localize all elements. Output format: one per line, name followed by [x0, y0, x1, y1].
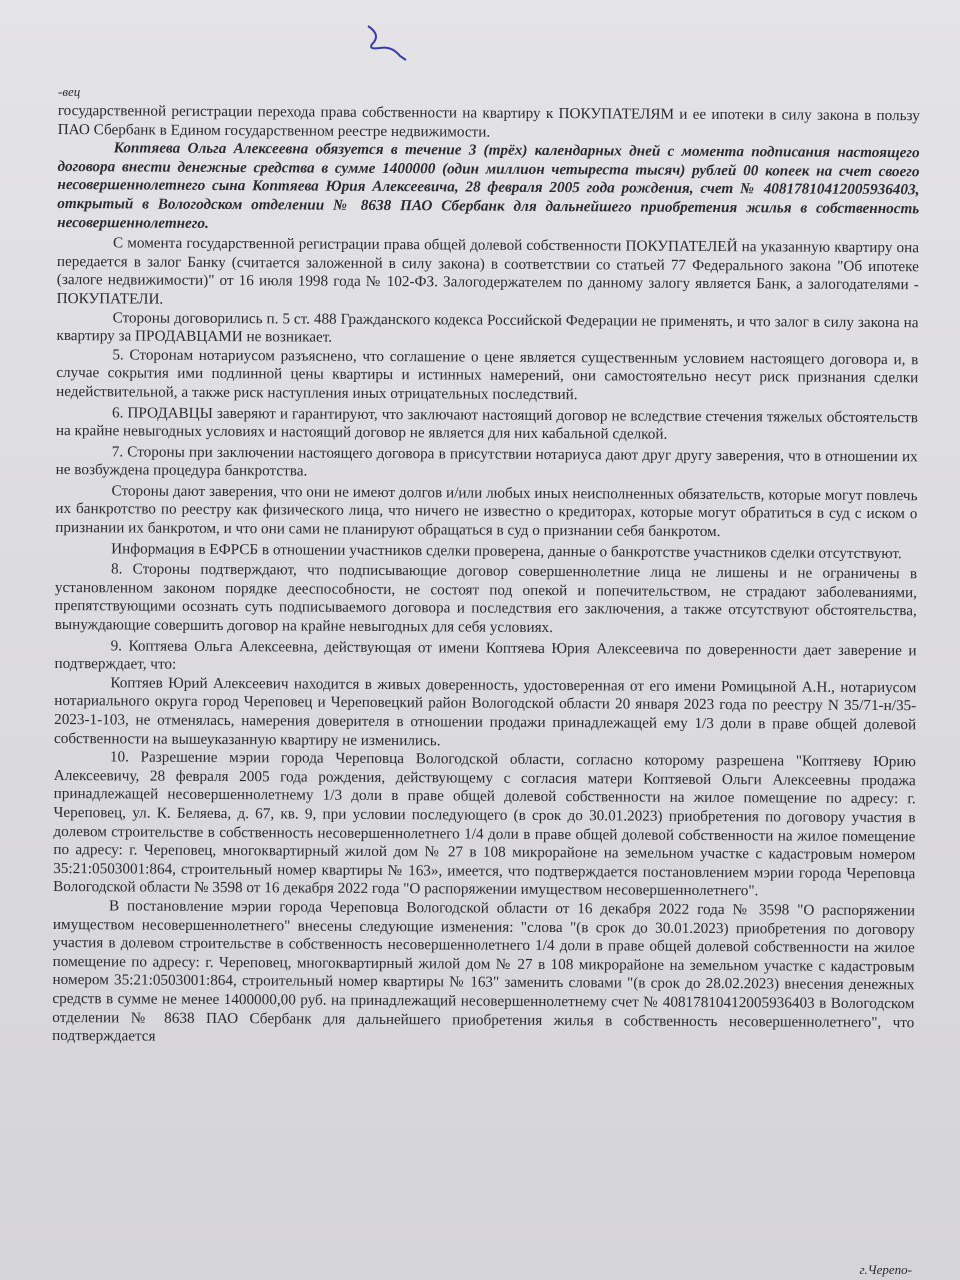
paragraph-10: 10. Разрешение мэрии города Череповца Вологодской области, согласно которому разрешена "Коптяеву Юрию Алексеевичу, 28 февраля 2005 года рождения, действующему с согласия матери Коптяевой Ольги Алексеевны продажа принадлежащей несовершеннолетнему 1/3 доли в праве общей долевой собственности на жилое помещение по адресу: г. Череповец, ул. К. Беляева, д. 67, кв. 9, при условии последующего (в срок до 30.01.2023) приобретения по договору участия в долевом строительстве в собственность несовершеннолетнего 1/4 доли в праве общей долевой собственности на жилое помещение по адресу: г. Череповец, многоквартирный жилой дом № 27 в 108 микрорайоне на земельном участке с кадастровым номером 35:21:0503001:864, строительный номер квартиры № 163», имеется, что подтверждается постановлением мэрии города Череповца Вологодской области № 3598 от 16 декабря 2022 года "О распоряжении имуществом несовершеннолетнего".: [53, 748, 916, 900]
paragraph-5: 5. Сторонам нотариусом разъяснено, что соглашение о цене является существенным условием настоящего договора и, в случае сокрытия ими подлинной цены квартиры и истинных намерений, они самостоятельно несут риск признания сделки недействительной, а также риск наступления иных отрицательных последствий.: [56, 346, 919, 404]
paragraph: Стороны дают заверения, что они не имеют долгов и/или любых иных неисполненных обязательств, которые могут повлечь их банкротство по реестру как физического лица, что ничего не известно о кредиторах, которые могут обратиться в суд с иском о признании их банкротом, и что они сами не планируют обращаться в суд о признании себя банкротом.: [55, 482, 918, 541]
paragraph-obligation: Коптяева Ольга Алексеевна обязуется в течение 3 (трёх) календарных дней с момента подписания настоящего договора внести денежные средства в сумме 1400000 (один миллион четыреста тысяч) рублей 00 копеек на счет своего несовершеннолетнего сына Коптяева Юрия Алексеевича, 28 февраля 2005 года рождения, счет № 40817810412005936403, открытый в Вологодском отделении № 8638 ПАО Сбербанк для дальнейшего приобретения жилья в собственность несовершеннолетнего.: [57, 139, 920, 232]
paragraph: государственной регистрации перехода права собственности на квартиру к ПОКУПАТЕЛЯМ и ее ипотеки в силу закона в пользу ПАО Сбербанк в Едином государственном реестре недвижимости.: [57, 101, 920, 141]
paragraph: В постановление мэрии города Череповца Вологодской области от 16 декабря 2022 года № 3598 "О распоряжении имуществом несовершеннолетнего" внесены следующие изменения: "слова "(в срок до 30.01.2023) приобретения по договору участия в долевом строительстве в собственность несовершеннолетнего 1/4 доли в праве общей долевой собственности на жилое помещение по адресу: г. Череповец, многоквартирный жилой дом № 27 в 108 микрорайоне на земельном участке с кадастровым номером 35:21:0503001:864, строительный номер квартиры № 163" заменить словами "(в срок до 28.02.2023) внесения денежных средств в сумме не менее 1400000,00 руб. на принадлежащий несовершеннолетнему счет № 40817810412005936403 в Вологодском отделении № 8638 ПАО Сбербанк для дальнейшего приобретения жилья в собственность несовершеннолетнего", что подтверждается: [52, 897, 916, 1045]
paragraph-7: 7. Стороны при заключении настоящего договора в присутствии нотариуса дают друг другу заверения, что в отношении их не возбуждена процедура банкротства.: [55, 443, 918, 480]
page-continuation-fragment: -вец: [58, 84, 81, 99]
paragraph-8: 8. Стороны подтверждают, что подписывающие договор совершеннолетние лица не лишены и не ограничены в установленном законом порядке дееспособности, не состоят под опекой и попечительством, не страдают заболеваниями, препятствующими осознать суть подписываемого договора и последствия его заключения, а также отсутствуют обстоятельства, вынуждающие совершить договор на крайне невыгодных для себя условиях.: [54, 560, 918, 637]
paragraph: С момента государственной регистрации права общей долевой собственности ПОКУПАТЕЛЕЙ на указанную квартиру она передается в залог Банку (считается заложенной в силу закона) в соответствии со статьей 77 Федерального закона "Об ипотеке (залоге недвижимости)" от 16 июля 1998 года № 102-ФЗ. Залогодержателем по данному залогу является Банк, а залогодателями - ПОКУПАТЕЛИ.: [56, 234, 920, 308]
pen-mark: [340, 6, 460, 76]
paragraph-6: 6. ПРОДАВЦЫ заверяют и гарантируют, что заключают настоящий договор не вследствие стечения тяжелых обстоятельств на крайне невыгодных условиях и настоящий договор не является для них кабальной сделкой.: [55, 403, 919, 443]
page-continuation-fragment: г.Черепо-: [859, 1262, 912, 1277]
paragraph: Информация в ЕФРСБ в отношении участников сделки проверена, данные о банкротстве участников сделки отсутствуют.: [111, 539, 902, 562]
paragraph: Коптяев Юрий Алексеевич находится в живых доверенность, удостоверенная от его имени Ромицыной А.Н., нотариусом нотариального округа город Череповец и Череповецкий район Вологодской области 20 января 2023 года по реестру N 35/71-н/35-2023-1-103, не отменялась, намерения доверителя в отношении продажи принадлежащей ему 1/3 доли в праве общей долевой собственности на вышеуказанную квартиру не изменились.: [53, 674, 917, 749]
document-body: [52, 88, 920, 1051]
paragraph: Стороны договорились п. 5 ст. 488 Гражданского кодекса Российской Федерации не применять, и что залог в силу закона на квартиру за ПРОДАВЦАМИ не возникает.: [56, 308, 919, 346]
paragraph-9: 9. Коптяева Ольга Алексеевна, действующая от имени Коптяева Юрия Алексеевича по доверенности дает заверение и подтверждает, что:: [54, 636, 917, 673]
